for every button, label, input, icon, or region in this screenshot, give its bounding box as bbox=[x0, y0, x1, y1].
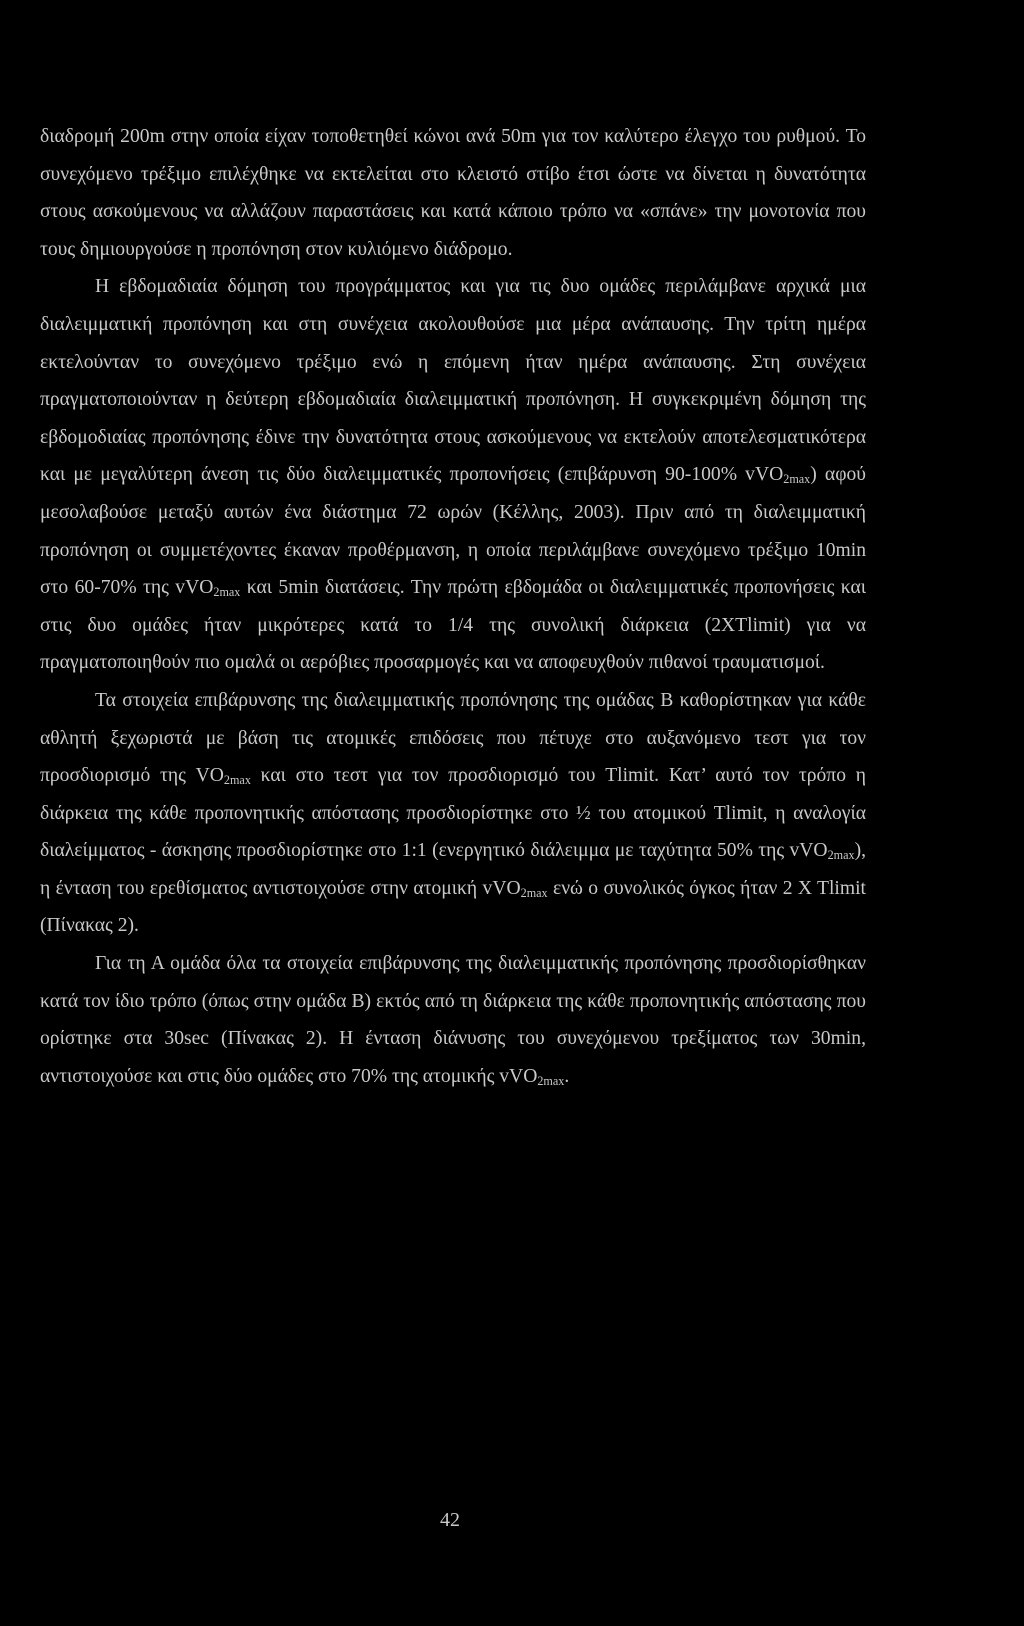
text-segment: διαδρομή 200m στην οποία είχαν τοποθετηθεί κώνοι ανά 50m για τον καλύτερο έλεγχο του ρυθμού. Το συνεχόμενο τρέξιμο επιλέχθηκε να εκτελείται στο κλειστό στίβο έτσι ώστε να δίνεται η δυνατότητα στους ασκούμενους να αλλάζουν παραστάσεις και κατά κάποιο τρόπο να «σπάνε» την μονοτονία που τους δημιουργούσε η προπόνηση στον κυλιόμενο διάδρομο. bbox=[40, 126, 866, 260]
subscript: 2max bbox=[537, 1073, 565, 1088]
subscript: 2max bbox=[827, 848, 855, 863]
subscript: 2max bbox=[783, 472, 811, 487]
page-number: 42 bbox=[440, 1509, 460, 1531]
text-segment: ενώ ο συνολικός όγκος ήταν 2 X Tlimit (Πίνακας 2). bbox=[40, 877, 866, 937]
text-segment: ), η ένταση του ερεθίσματος αντιστοιχούσε στην ατομική vVO bbox=[40, 840, 866, 899]
text-segment: και 5min διατάσεις. Την πρώτη εβδομάδα οι διαλειμματικές προπονήσεις και στις δυο ομάδες ήταν μικρότερες κατά το 1/4 της συνολική διάρκεια (2XTlimit) για να πραγματοποιηθούν πιο ομαλά οι αερόβιες προσαρμογές και να αποφευχθούν πιθανοί τραυματισμοί. bbox=[40, 577, 866, 674]
text-segment: Για τη Α ομάδα όλα τα στοιχεία επιβάρυνσης της διαλειμματικής προπόνησης προσδιορίσθηκαν κατά τον ίδιο τρόπο (όπως στην ομάδα Β) εκτός από τη διάρκεια της κάθε προπονητικής απόστασης που ορίστηκε στα 30sec (Πίνακας 2). Η ένταση διάνυσης του συνεχόμενου τρεξίματος των 30min, αντιστοιχούσε και στις δύο ομάδες στο 70% της ατομικής vVO bbox=[40, 953, 866, 1087]
text-segment: . bbox=[564, 1065, 570, 1087]
paragraph-continuation bbox=[40, 118, 866, 268]
paragraph-group-b-load bbox=[40, 682, 866, 945]
subscript: 2max bbox=[213, 585, 241, 600]
paragraph-group-a-load bbox=[40, 945, 866, 1095]
subscript: 2max bbox=[223, 773, 251, 788]
text-segment: Η εβδομαδιαία δόμηση του προγράμματος και για τις δυο ομάδες περιλάμβανε αρχικά μια διαλειμματική προπόνηση και στη συνέχεια ακολουθούσε μια μέρα ανάπαυσης. Την τρίτη ημέρα εκτελούνταν το συνεχόμενο τρέξιμο ενώ η επόμενη ήταν ημέρα ανάπαυσης. Στη συνέχεια πραγματοποιούνταν η δεύτερη εβδομαδιαία διαλειμματική προπόνηση. Η συγκεκριμένη δόμηση της εβδομοδιαίας προπόνησης έδινε την δυνατότητα στους ασκούμενους να εκτελούν αποτελεσματικότερα και με μεγαλύτερη άνεση τις δύο διαλειμματικές προπονήσεις (επιβάρυνση 90-100% vVO bbox=[40, 276, 866, 486]
subscript: 2max bbox=[520, 885, 548, 900]
text-segment: και στο τεστ για τον προσδιορισμό του Tlimit. Κατ’ αυτό τον τρόπο η διάρκεια της κάθε προπονητικής απόστασης προσδιορίστηκε στο ½ του ατομικού Tlimit, η αναλογία διαλείμματος - άσκησης προσδιορίστηκε στο 1:1 (ενεργητικό διάλειμμα με ταχύτητα 50% της vVO bbox=[40, 765, 866, 862]
paragraph-weekly-structure bbox=[40, 268, 866, 682]
text-segment: Τα στοιχεία επιβάρυνσης της διαλειμματικής προπόνησης της ομάδας Β καθορίστηκαν για κάθε αθλητή ξεχωριστά με βάση τις ατομικές επιδόσεις που πέτυχε στο αυξανόμενο τεστ για τον προσδιορισμό της VO bbox=[40, 689, 866, 787]
document-body bbox=[40, 118, 866, 1095]
text-segment: ) αφού μεσολαβούσε μεταξύ αυτών ένα διάστημα 72 ωρών (Κέλλης, 2003). Πριν από τη διαλειμματική προπόνηση οι συμμετέχοντες έκαναν προθέρμανση, η οποία περιλάμβανε συνεχόμενο τρέξιμο 10min στο 60-70% της vVO bbox=[40, 464, 866, 599]
